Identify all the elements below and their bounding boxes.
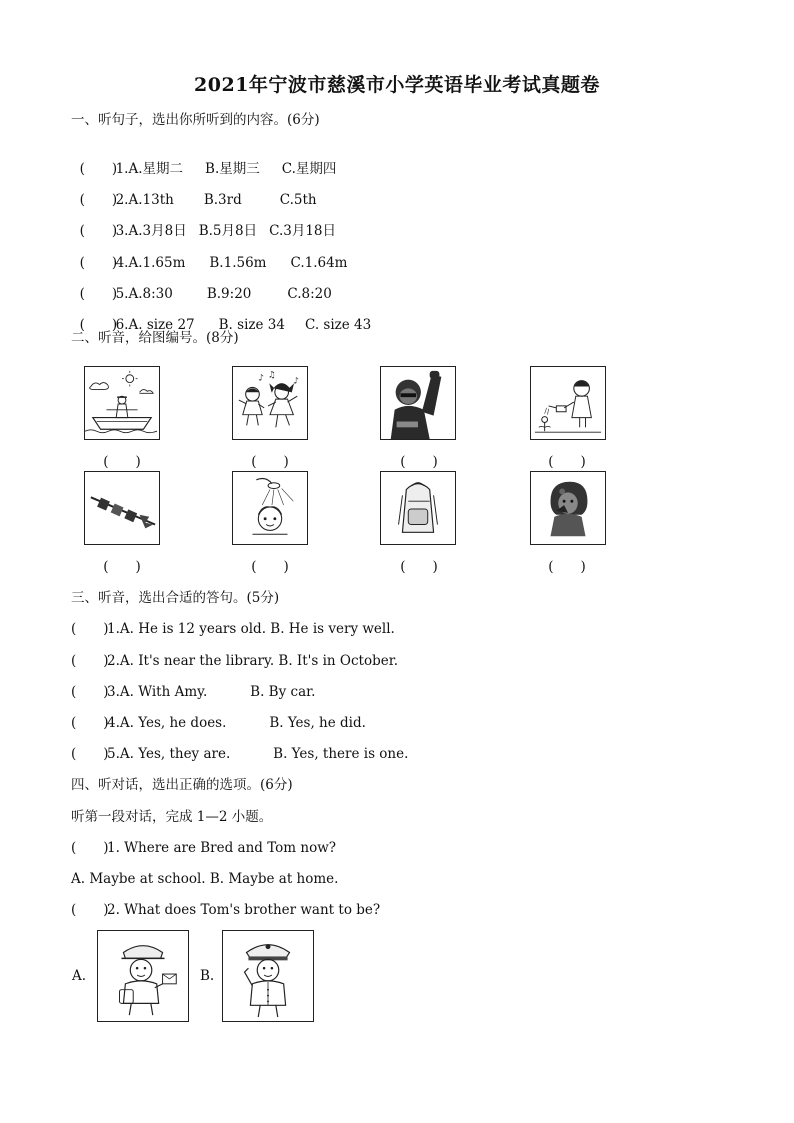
choice-label-b: B. xyxy=(200,968,215,984)
section4-subheading: 听第一段对话，完成 1—2 小题。 xyxy=(71,809,273,825)
s3-question-3: ( )3.A. With Amy. B. By car. xyxy=(71,684,316,700)
svg-text:♪: ♪ xyxy=(258,373,264,384)
s1-question-2: ( )2.A.13th B.3rd C.5th xyxy=(79,192,317,208)
s1-question-4: ( )4.A.1.65m B.1.56m C.1.64m xyxy=(79,255,348,271)
singing-kids-picture xyxy=(232,366,308,440)
answer-blank[interactable]: ( ) xyxy=(71,715,109,731)
s3-question-4: ( )4.A. Yes, he does. B. Yes, he did. xyxy=(71,715,366,731)
answer-blank[interactable]: ( ) xyxy=(71,684,109,700)
answer-blank[interactable]: ( ) xyxy=(71,746,109,762)
choice-label-a: A. xyxy=(72,968,87,984)
answer-blank[interactable]: ( ) xyxy=(548,454,586,470)
backpack-picture xyxy=(380,471,456,545)
answer-blank[interactable]: ( ) xyxy=(79,286,118,302)
girl-on-phone-picture xyxy=(530,471,606,545)
shower-picture xyxy=(232,471,308,545)
answer-blank[interactable]: ( ) xyxy=(79,161,118,177)
s4-question-1: ( )1. Where are Bred and Tom now? xyxy=(71,840,337,856)
postman-picture[interactable] xyxy=(97,930,189,1022)
answer-blank[interactable]: ( ) xyxy=(71,653,109,669)
page-title: 2021年宁波市慈溪市小学英语毕业考试真题卷 xyxy=(194,74,600,96)
svg-text:♪: ♪ xyxy=(293,376,299,387)
answer-blank[interactable]: ( ) xyxy=(548,559,586,575)
s1-question-6: ( )6.A. size 27 B. size 34 C. size 43 xyxy=(79,317,372,333)
girl-watering-flower-picture xyxy=(530,366,606,440)
section4-heading: 四、听对话，选出正确的选项。(6分) xyxy=(71,777,293,793)
answer-blank[interactable]: ( ) xyxy=(71,621,109,637)
answer-blank[interactable]: ( ) xyxy=(251,454,289,470)
section2-heading: 二、听音，给图编号。(8分) xyxy=(71,330,239,346)
answer-blank[interactable]: ( ) xyxy=(79,317,118,333)
boat-picture xyxy=(84,366,160,440)
s1-question-1: ( )1.A.星期二 B.星期三 C.星期四 xyxy=(79,161,337,177)
s1-question-3: ( )3.A.3月8日 B.5月8日 C.3月18日 xyxy=(79,223,337,239)
answer-blank[interactable]: ( ) xyxy=(71,840,109,856)
answer-blank[interactable]: ( ) xyxy=(79,192,118,208)
answer-blank[interactable]: ( ) xyxy=(79,223,118,239)
answer-blank[interactable]: ( ) xyxy=(79,255,118,271)
answer-blank[interactable]: ( ) xyxy=(400,559,438,575)
s3-question-5: ( )5.A. Yes, they are. B. Yes, there is one. xyxy=(71,746,409,762)
answer-blank[interactable]: ( ) xyxy=(400,454,438,470)
answer-blank[interactable]: ( ) xyxy=(71,902,109,918)
s4-question-2: ( )2. What does Tom's brother want to be? xyxy=(71,902,381,918)
s3-question-1: ( )1.A. He is 12 years old. B. He is very well. xyxy=(71,621,395,637)
man-raising-arm-picture xyxy=(380,366,456,440)
kebab-picture xyxy=(84,471,160,545)
svg-text:♫: ♫ xyxy=(268,370,276,381)
police-officer-picture[interactable] xyxy=(222,930,314,1022)
section1-heading: 一、听句子，选出你所听到的内容。(6分) xyxy=(71,112,320,128)
s4-question-1-options: A. Maybe at school. B. Maybe at home. xyxy=(71,871,339,887)
answer-blank[interactable]: ( ) xyxy=(103,559,141,575)
answer-blank[interactable]: ( ) xyxy=(251,559,289,575)
answer-blank[interactable]: ( ) xyxy=(103,454,141,470)
section3-heading: 三、听音，选出合适的答句。(5分) xyxy=(71,590,280,606)
s1-question-5: ( )5.A.8:30 B.9:20 C.8:20 xyxy=(79,286,332,302)
s3-question-2: ( )2.A. It's near the library. B. It's in October. xyxy=(71,653,398,669)
